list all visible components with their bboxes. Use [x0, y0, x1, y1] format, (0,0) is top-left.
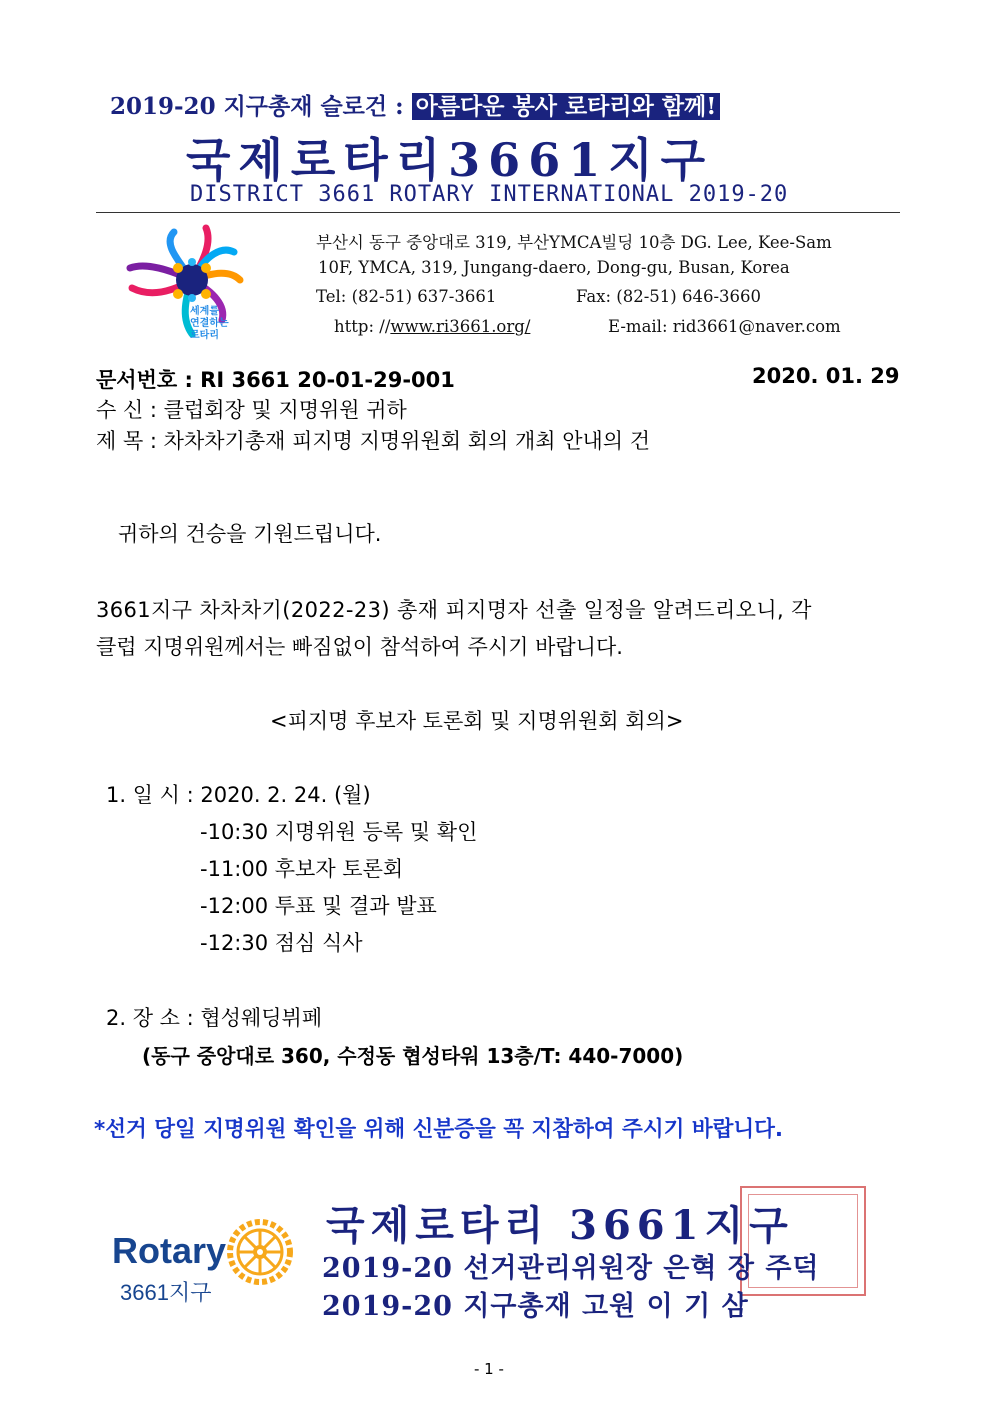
slogan-highlight: 아름다운 봉사 로타리와 함께!	[412, 93, 721, 120]
item-venue: 2. 장 소 : 협성웨딩뷔페	[106, 1006, 323, 1030]
fax: Fax: (82-51) 646-3660	[576, 287, 762, 306]
paragraph-line-2: 클럽 지명위원께서는 빠짐없이 참석하여 주시기 바랍니다.	[96, 635, 623, 659]
slogan-prefix: 2019-20 지구총재 슬로건 :	[110, 93, 412, 120]
rotary-district-label: 3661지구	[120, 1280, 212, 1305]
page-title: 국제로타리3661지구	[186, 133, 714, 187]
signature-line-1: 2019-20 선거관리위원장 은혁 장 주덕	[322, 1253, 820, 1284]
page-number: - 1 -	[474, 1360, 504, 1378]
telephone: Tel: (82-51) 637-3661	[316, 287, 497, 306]
subject: 제 목 : 차차차기총재 피지명 지명위원회 회의 개최 안내의 건	[96, 429, 651, 453]
address-english: 10F, YMCA, 319, Jungang-daero, Dong-gu, Busan, Korea	[318, 258, 790, 277]
rotary-wheel-icon	[226, 1218, 294, 1290]
paragraph-line-1: 3661지구 차차차기(2022-23) 총재 피지명자 선출 일정을 알려드리오니, 각	[96, 598, 812, 622]
item-date: 1. 일 시 : 2020. 2. 24. (월)	[106, 783, 371, 807]
rotary-wordmark: Rotary	[112, 1230, 227, 1271]
website-link[interactable]: www.ri3661.org/	[390, 317, 531, 336]
schedule-item: -11:00 후보자 토론회	[200, 857, 404, 881]
section-heading: <피지명 후보자 토론회 및 지명위원회 회의>	[270, 709, 684, 733]
greeting: 귀하의 건승을 기원드립니다.	[118, 522, 382, 546]
notice: *선거 당일 지명위원 확인을 위해 신분증을 꼭 지참하여 주시기 바랍니다.	[94, 1117, 784, 1142]
website-prefix: http: //	[334, 317, 391, 336]
email: E-mail: rid3661@naver.com	[608, 317, 841, 336]
recipient: 수 신 : 클럽회장 및 지명위원 귀하	[96, 398, 407, 422]
page-subtitle: DISTRICT 3661 ROTARY INTERNATIONAL 2019-20	[190, 182, 789, 207]
logo-caption: 세계를 연결하는 로타리	[190, 306, 229, 341]
slogan	[110, 88, 720, 121]
website	[334, 317, 530, 336]
signature-organization: 국제로타리 3661지구	[326, 1202, 794, 1249]
header-divider	[96, 212, 900, 213]
district-logo	[122, 222, 252, 351]
schedule-item: -12:00 투표 및 결과 발표	[200, 894, 437, 918]
address-korean: 부산시 동구 중앙대로 319, 부산YMCA빌딩 10층 DG. Lee, Kee-Sam	[316, 233, 832, 252]
venue-detail: (동구 중앙대로 360, 수정동 협성타워 13층/T: 440-7000)	[142, 1044, 684, 1068]
document-number: 문서번호 : RI 3661 20-01-29-001	[96, 368, 455, 392]
schedule-item: -10:30 지명위원 등록 및 확인	[200, 820, 478, 844]
signature-line-2: 2019-20 지구총재 고원 이 기 삼	[322, 1291, 749, 1322]
document-date: 2020. 01. 29	[752, 364, 900, 388]
schedule-item: -12:30 점심 식사	[200, 931, 363, 955]
